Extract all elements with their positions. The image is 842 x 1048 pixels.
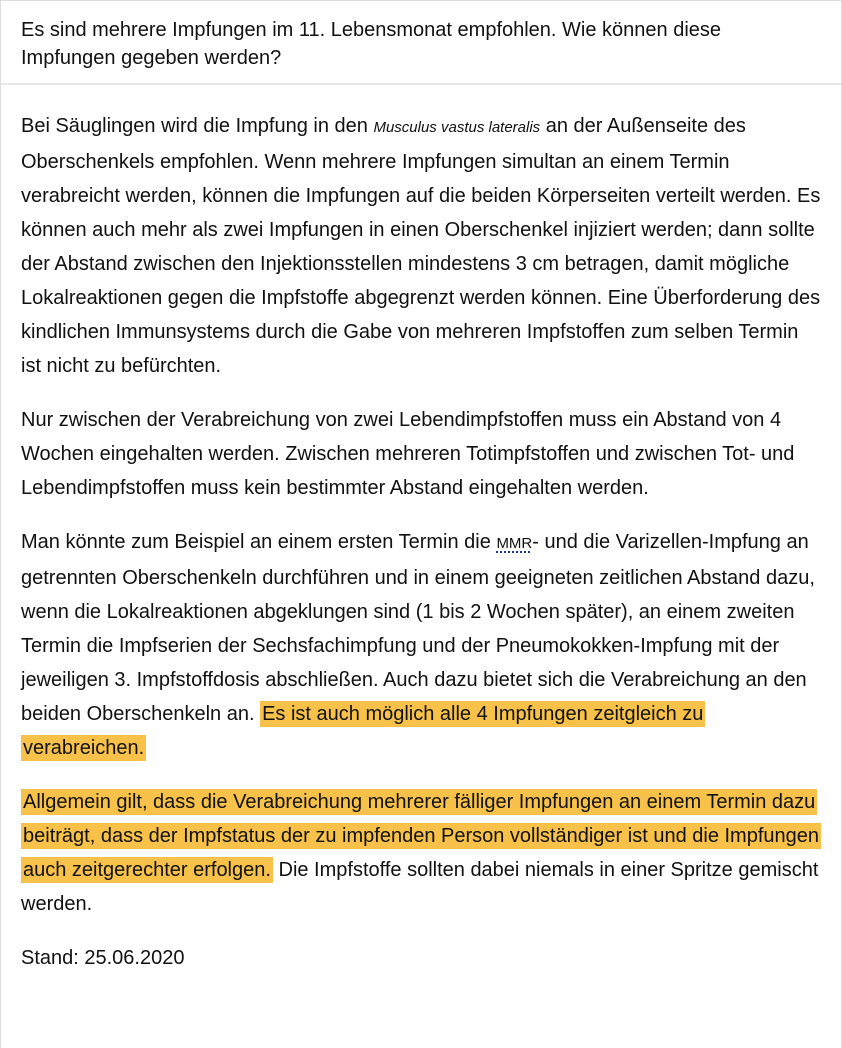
p4-text-end: Die Impfstoffe sollten dabei niemals in einer Spritze gemischt werden. (21, 859, 819, 915)
p3-text-middle: - und die Varizellen-Impfung an getrennten Oberschenkeln durchführen und in einem geeigneten zeitlichen Abstand dazu, wenn die Lokalreaktionen abgeklungen sind (1 bis 2 Wochen später), an einem zweiten Termin die Impfserien der Sechsfachimpfung und der Pneumokokken-Impfung mit der jeweiligen 3. Impfstoffdosis abschließen. Auch dazu bietet sich die Verabreichung an den beiden Oberschenkeln an. (21, 531, 815, 725)
answer-paragraph-general (21, 785, 823, 921)
p3-text-start: Man könnte zum Beispiel an einem ersten Termin die (21, 531, 497, 553)
p1-text-start: Bei Säuglingen wird die Impfung in den (21, 115, 374, 137)
faq-answer (1, 85, 841, 975)
last-updated-date: Stand: 25.06.2020 (21, 947, 185, 969)
mmr-abbreviation[interactable]: MMR (496, 535, 533, 552)
answer-paragraph-injection-site (21, 109, 823, 383)
answer-paragraph-example (21, 525, 823, 765)
answer-paragraph-intervals: Nur zwischen der Verabreichung von zwei Lebendimpfstoffen muss ein Abstand von 4 Wochen eingehalten werden. Zwischen mehreren Totimpfstoffen und zwischen Tot- und Lebendimpfstoffen muss kein bestimmter Abstand eingehalten werden. (21, 409, 795, 499)
p1-text-end: an der Außenseite des Oberschenkels empfohlen. Wenn mehrere Impfungen simultan an einem Termin verabreicht werden, können die Impfungen auf die beiden Körperseiten verteilt werden. Es können auch mehr als zwei Impfungen in einen Oberschenkel injiziert werden; dann sollte der Abstand zwischen den Injektionsstellen mindestens 3 cm betragen, damit mögliche Lokalreaktionen gegen die Impfstoffe abgegrenzt werden können. Eine Überforderung des kindlichen Immunsystems durch die Gabe von mehreren Impfstoffen zum selben Termin ist nicht zu befürchten. (21, 115, 821, 377)
latin-muscle-name: Musculus vastus lateralis (373, 119, 541, 136)
faq-question[interactable]: Es sind mehrere Impfungen im 11. Lebensmonat empfohlen. Wie können diese Impfungen gegeben werden? (1, 0, 841, 85)
highlighted-simultaneous-note: Es ist auch möglich alle 4 Impfungen zeitgleich zu verabreichen. (23, 703, 704, 759)
highlighted-general-rule: Allgemein gilt, dass die Verabreichung mehrerer fälliger Impfungen an einem Termin dazu beiträgt, dass der Impfstatus der zu impfenden Person vollständiger ist und die Impfungen auch zeitgerechter erfolgen. (23, 791, 820, 881)
